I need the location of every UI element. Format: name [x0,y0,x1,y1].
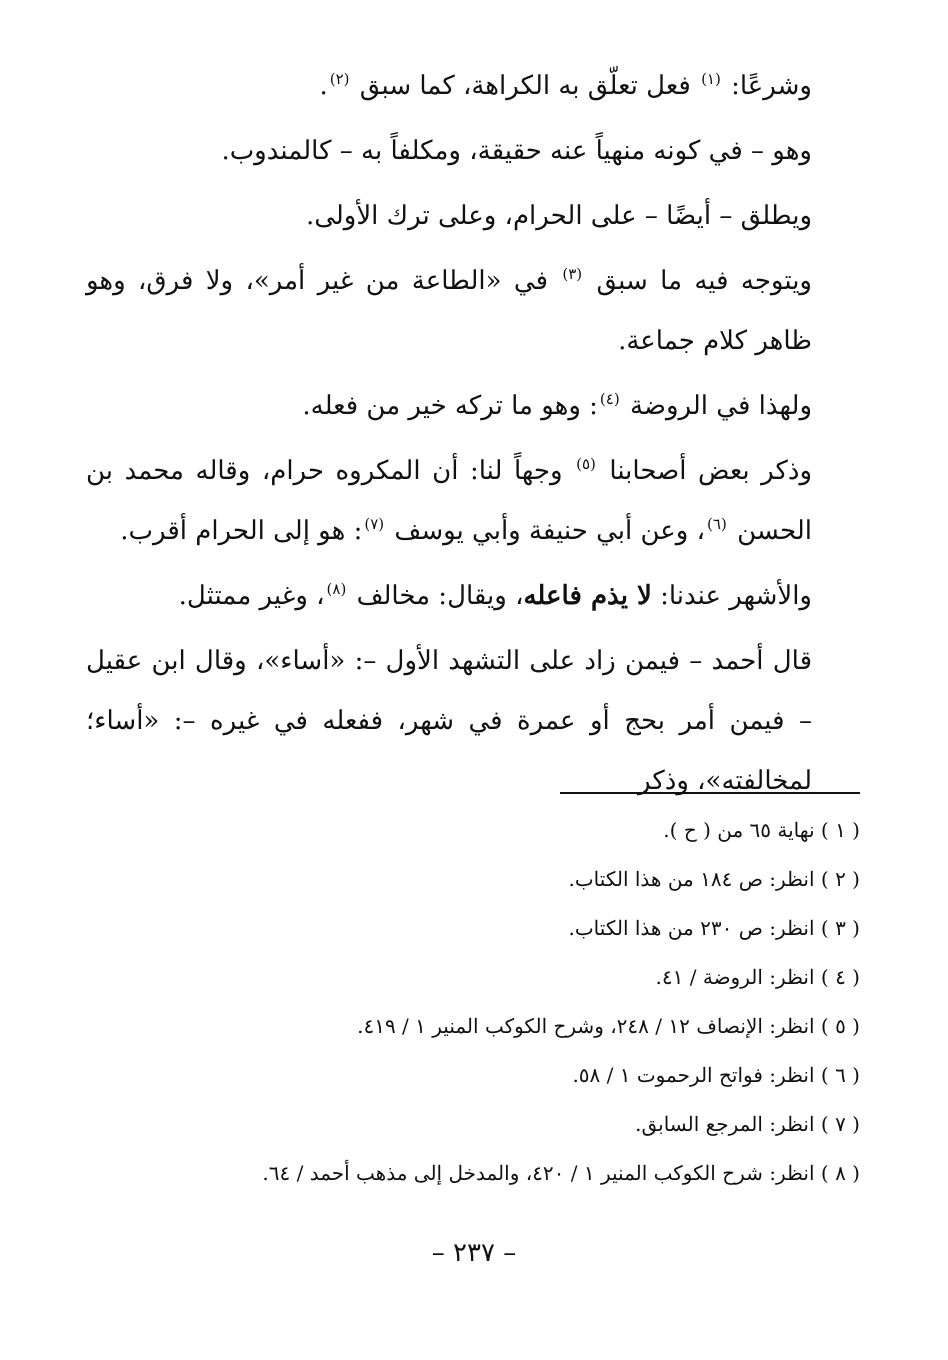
footnote-ref: (٦) [707,515,727,534]
paragraph [86,251,812,371]
paragraph [86,441,812,561]
footnote-divider [560,792,860,794]
footnote-ref: (١) [701,70,721,89]
footnote-ref: (٧) [364,515,385,534]
paragraph [86,121,812,181]
text-segment: ويطلق – أيضًا – على الحرام، وعلى ترك الأولى. [305,201,812,231]
text-segment: فعل تعلّق به الكراهة، كما سبق [351,71,700,101]
text-segment: والأشهر عندنا: [651,581,812,611]
text-segment: : هو إلى الحرام أقرب. [120,516,363,546]
footnote-ref: (٣) [562,265,583,284]
paragraph [86,56,812,116]
footnote-ref: (٤) [599,390,620,409]
footnote-item: ( ٦ ) انظر: فواتح الرحموت ١ / ٥٨. [572,1063,860,1087]
text-segment: ويتوجه فيه ما سبق [584,266,812,296]
footnote-item: ( ٣ ) انظر: ص ٢٣٠ من هذا الكتاب. [568,916,860,940]
page-number: – ٢٣٧ – [431,1238,517,1268]
text-segment: : وهو ما تركه خير من فعله. [302,391,598,421]
paragraph [86,631,812,811]
text-segment: قال أحمد – فيمن زاد على التشهد الأول –: «أساء»، وقال ابن عقيل – فيمن أمر بحج أو عمرة في شهر، ففعله في غيره –: «أساء؛ لمخالفته»، وذكر [86,646,812,796]
paragraph [86,376,812,436]
footnote-ref: (٥) [576,455,596,474]
paragraph [86,566,812,626]
text-segment: . [319,71,328,101]
text-segment: وهو – في كونه منهياً عنه حقيقة، ومكلفاً به – كالمندوب. [221,136,812,166]
footnote-item: ( ٤ ) انظر: الروضة / ٤١. [655,965,860,989]
text-segment: وذكر بعض أصحابنا [597,456,813,486]
footnote-ref: (٢) [329,70,350,89]
footnote-item: ( ٥ ) انظر: الإنصاف ١٢ / ٢٤٨، وشرح الكوكب المنير ١ / ٤١٩. [357,1014,860,1038]
text-segment: وشرعًا: [722,71,812,101]
bold-text: لا يذم فاعله [523,581,652,611]
footnote-ref: (٨) [326,580,347,599]
main-text [86,56,812,816]
text-segment: في «الطاعة من غير أمر»، ولا فرق، وهو ظاهر كلام جماعة. [86,266,812,356]
text-segment: ولهذا في الروضة [621,391,812,421]
footnote-item: ( ٨ ) انظر: شرح الكوكب المنير ١ / ٤٢٠، والمدخل إلى مذهب أحمد / ٦٤. [262,1161,860,1185]
footnote-item: ( ٧ ) انظر: المرجع السابق. [635,1112,860,1136]
footnote-item: ( ١ ) نهاية ٦٥ من ( ح ). [663,818,860,842]
text-segment: ، ويقال: مخالف [348,581,524,611]
footnotes [90,806,860,1198]
text-segment: ، وعن أبي حنيفة وأبي يوسف [386,516,706,546]
footnote-item: ( ٢ ) انظر: ص ١٨٤ من هذا الكتاب. [568,867,860,891]
text-segment: وجهاً لنا: أن المكروه حرام، وقاله محمد بن الحسن [86,456,812,546]
paragraph [86,186,812,246]
text-segment: ، وغير ممتثل. [178,581,325,611]
